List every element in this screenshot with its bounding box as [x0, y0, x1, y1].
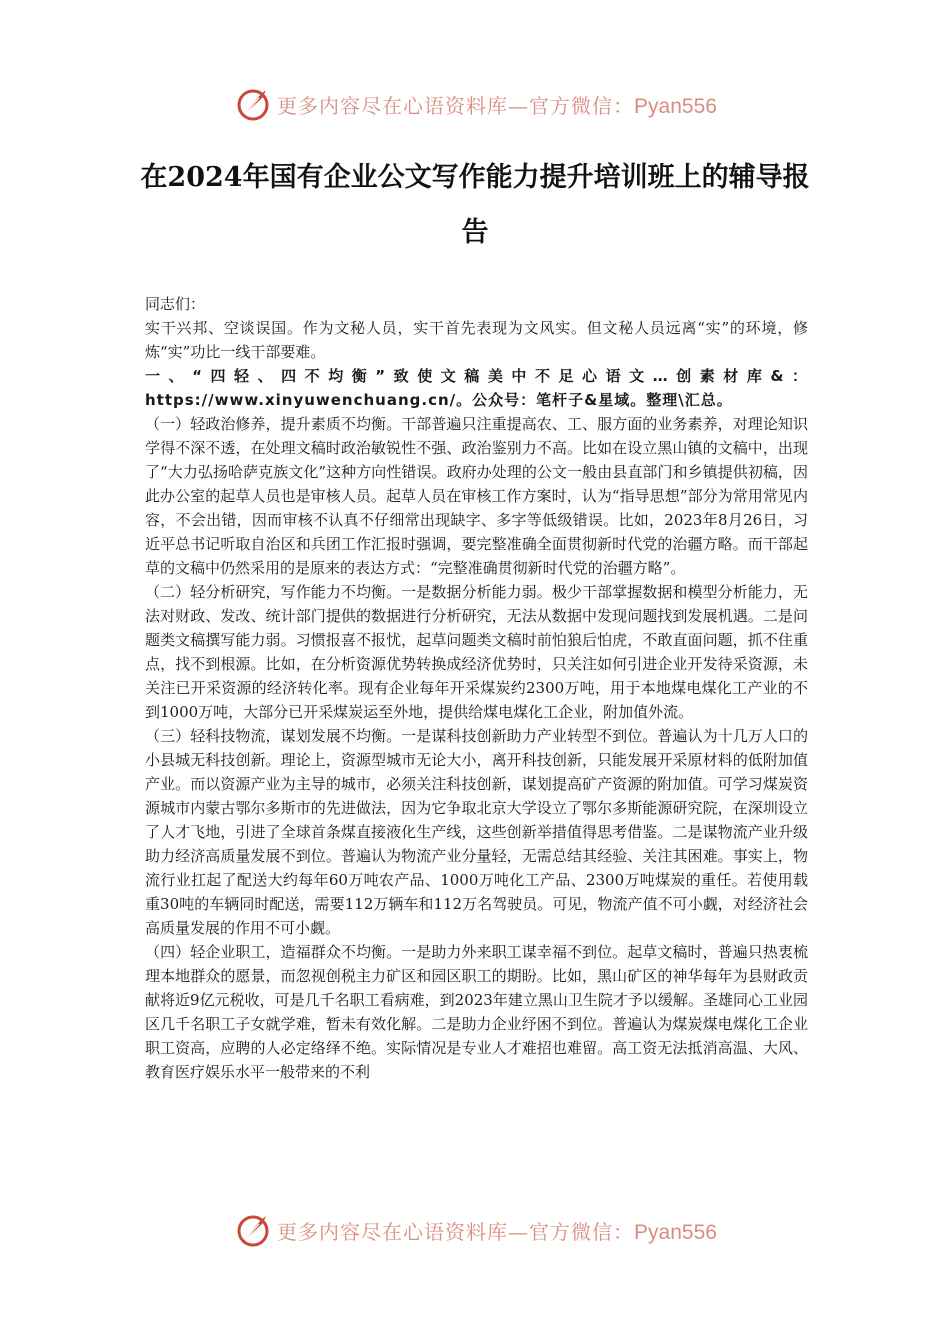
banner-wechat-id: Pyan556	[634, 94, 717, 118]
section-heading: 一、“四轻、四不均衡”致使文稿美中不足心语文…创素材库&：https://www.xinyuwenchuang.cn/。公众号：笔杆子&星域。整理\汇总。	[145, 367, 808, 409]
paragraph-point-1: （一）轻政治修养，提升素质不均衡。干部普遍只注重提高农、工、服方面的业务素养，对理论知识学得不深不透，在处理文稿时政治敏锐性不强、政治鉴别力不高。比如在设立黑山镇的文稿中，出现了“大力弘扬哈萨克族文化”这种方向性错误。政府办处理的公文一般由县直部门和乡镇提供初稿，因此办公室的起草人员也是审核人员。起草人员在审核工作方案时，认为“指导思想”部分为常用常见内容，不会出错，因而审核不认真不仔细常出现缺字、多字等低级错误。比如，2023年8月26日，习近平总书记听取自治区和兵团工作汇报时强调，要完整准确全面贯彻新时代党的治疆方略。而干部起草的文稿中仍然采用的是原来的表达方式：“完整准确贯彻新时代党的治疆方略”。	[145, 415, 808, 577]
paragraph-salutation: 同志们：	[145, 295, 206, 313]
paragraph-point-3: （三）轻科技物流，谋划发展不均衡。一是谋科技创新助力产业转型不到位。普遍认为十几万人口的小县城无科技创新。理论上，资源型城市无论大小，离开科技创新，只能发展开采原材料的低附加值产业。而以资源产业为主导的城市，必须关注科技创新，谋划提高矿产资源的附加值。可学习煤炭资源城市内蒙古鄂尔多斯市的先进做法，因为它争取北京大学设立了鄂尔多斯能源研究院，在深圳设立了人才飞地，引进了全球首条煤直接液化生产线，这些创新举措值得思考借鉴。二是谋物流产业升级助力经济高质量发展不到位。普遍认为物流产业分量轻，无需总结其经验、关注其困难。事实上，物流行业扛起了配送大约每年60万吨农产品、1000万吨化工产品、2300万吨煤炭的重任。若使用载重30吨的车辆同时配送，需要112万辆车和112万名驾驶员。可见，物流产值不可小觑，对经济社会高质量发展的作用不可小觑。	[145, 727, 808, 937]
document-title: 在2024年国有企业公文写作能力提升培训班上的辅导报告	[140, 162, 810, 248]
paragraph-point-2: （二）轻分析研究，写作能力不均衡。一是数据分析能力弱。极少干部掌握数据和模型分析能力，无法对财政、发改、统计部门提供的数据进行分析研究，无法从数据中发现问题找到发展机遇。二是问题类文稿撰写能力弱。习惯报喜不报忧，起草问题类文稿时前怕狼后怕虎，不敢直面问题，抓不住重点，找不到根源。比如，在分析资源优势转换成经济优势时，只关注如何引进企业开发待采资源，未关注已开采资源的经济转化率。现有企业每年开采煤炭约2300万吨，用于本地煤电煤化工产业的不到1000万吨，大部分已开采煤炭运至外地，提供给煤电煤化工企业，附加值外流。	[145, 583, 808, 721]
paragraph-intro: 实干兴邦、空谈误国。作为文秘人员，实干首先表现为文风实。但文秘人员远离“实”的环境，修炼“实”功比一线干部要难。	[145, 319, 808, 361]
quill-circle-logo-icon	[233, 1210, 273, 1250]
header-watermark-banner	[0, 82, 950, 126]
banner-content	[233, 84, 717, 124]
banner-content	[233, 1210, 717, 1250]
footer-watermark-banner	[0, 1208, 950, 1252]
banner-label: 更多内容尽在心语资料库—官方微信：	[277, 93, 635, 118]
quill-circle-logo-icon	[233, 84, 273, 124]
document-body	[145, 292, 808, 1084]
paragraph-point-4: （四）轻企业职工，造福群众不均衡。一是助力外来职工谋幸福不到位。起草文稿时，普遍只热衷梳理本地群众的愿景，而忽视创税主力矿区和园区职工的期盼。比如，黑山矿区的神华每年为县财政贡献将近9亿元税收，可是几千名职工看病难，到2023年建立黑山卫生院才予以缓解。圣雄同心工业园区几千名职工子女就学难，暂未有效化解。二是助力企业纾困不到位。普遍认为煤炭煤电煤化工企业职工资高，应聘的人必定络绎不绝。实际情况是专业人才难招也难留。高工资无法抵消高温、大风、教育医疗娱乐水平一般带来的不利	[145, 943, 808, 1081]
banner-text	[277, 1216, 717, 1245]
banner-label: 更多内容尽在心语资料库—官方微信：	[277, 1219, 635, 1244]
banner-wechat-id: Pyan556	[634, 1220, 717, 1244]
banner-text	[277, 90, 717, 119]
